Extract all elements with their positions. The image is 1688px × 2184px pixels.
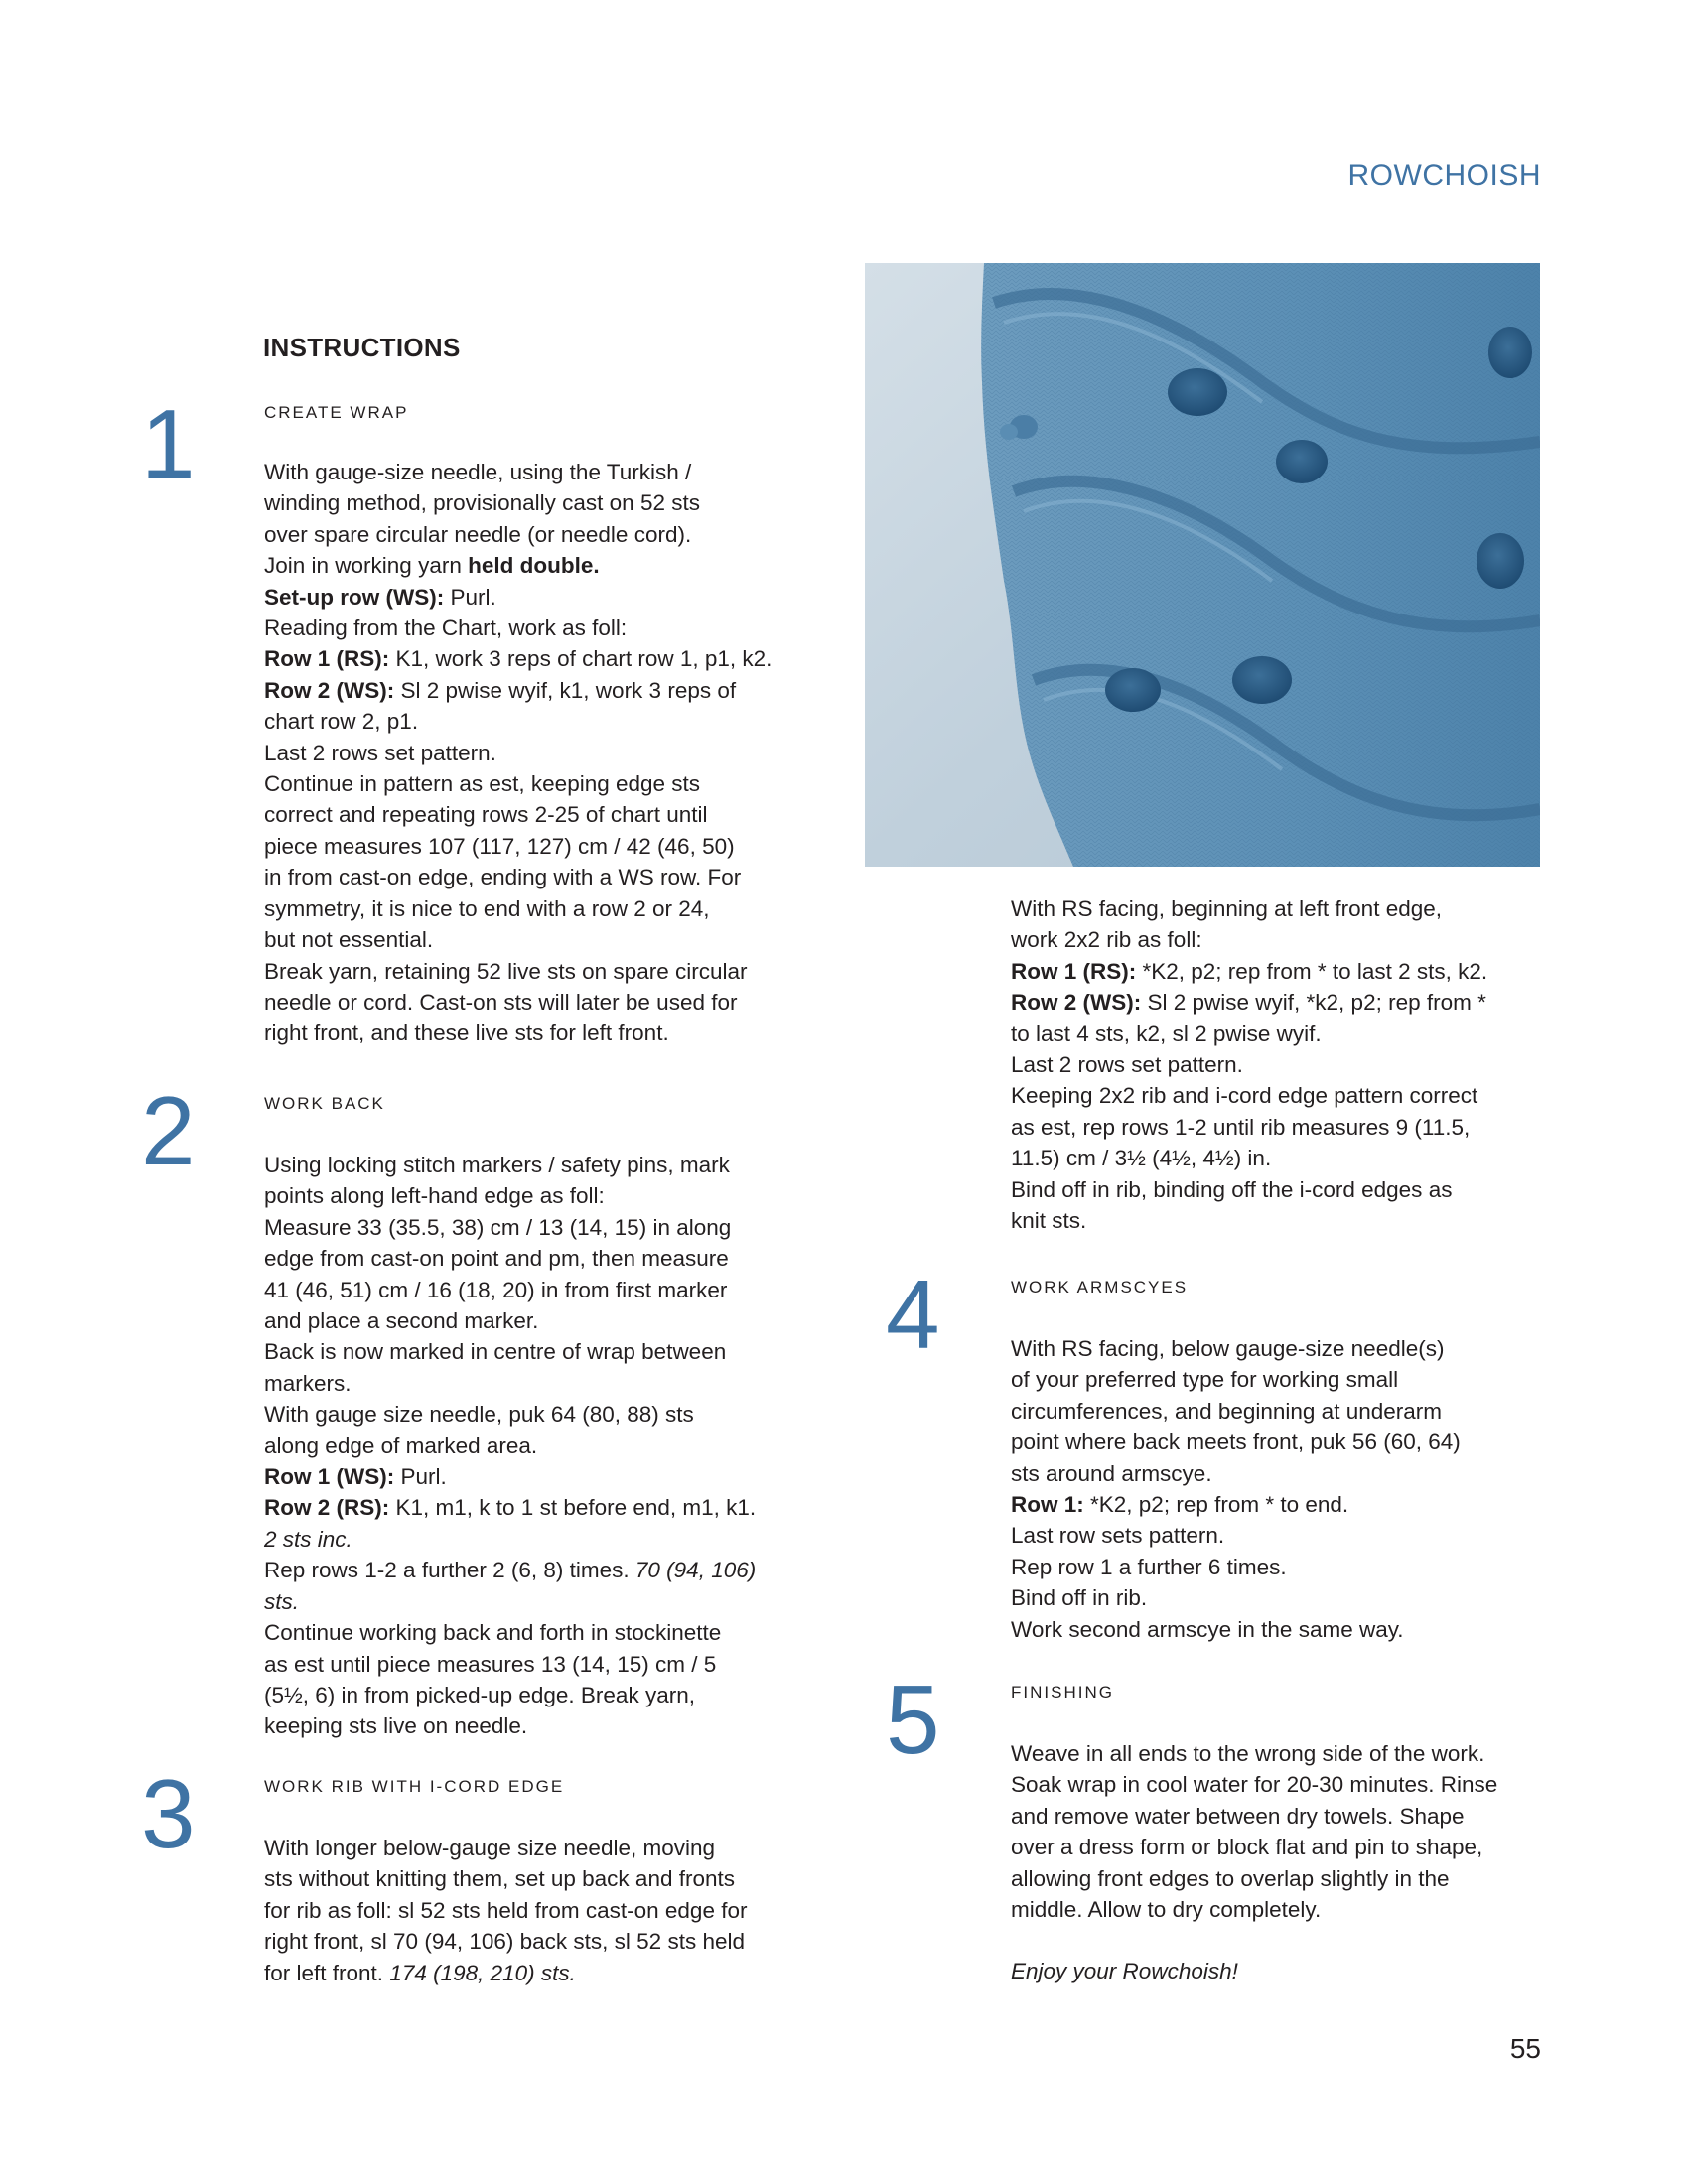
text-line: Last row sets pattern. (1011, 1523, 1225, 1549)
text-line: Rep row 1 a further 6 times. (1011, 1554, 1287, 1579)
step-4-text (1011, 1333, 1461, 1645)
text-line: piece measures 107 (117, 127) cm / 42 (46, 50) (264, 833, 735, 859)
text-line: Rep rows 1-2 a further 2 (6, 8) times. 70 (94, 106) (264, 1558, 757, 1583)
text-line: Last 2 rows set pattern. (1011, 1052, 1243, 1078)
text-line: Row 1 (RS): K1, work 3 reps of chart row 1, p1, k2. (264, 646, 773, 672)
step-number-5: 5 (886, 1665, 940, 1774)
text-line: sts around armscye. (1011, 1460, 1212, 1486)
text-line: Row 2 (RS): K1, m1, k to 1 st before end, m1, k1. (264, 1495, 757, 1521)
knitted-cable-photo (865, 263, 1540, 867)
text-line: middle. Allow to dry completely. (1011, 1897, 1322, 1923)
text-line: in from cast-on edge, ending with a WS row. For (264, 865, 742, 890)
instructions-heading: INSTRUCTIONS (263, 333, 461, 362)
text-line: With longer below-gauge size needle, moving (264, 1836, 716, 1860)
text-line: as est until piece measures 13 (14, 15) cm / 5 (264, 1651, 717, 1677)
running-head: ROWCHOISH (1347, 159, 1541, 192)
text-line: 11.5) cm / 3½ (4½, 4½) in. (1011, 1146, 1272, 1171)
text-line: Continue in pattern as est, keeping edge sts (264, 771, 701, 797)
text-line: Soak wrap in cool water for 20-30 minutes. Rinse (1011, 1772, 1498, 1798)
text-line: Keeping 2x2 rib and i-cord edge pattern correct (1011, 1083, 1478, 1109)
text-line: Reading from the Chart, work as foll: (264, 615, 628, 641)
text-line: Set-up row (WS): Purl. (264, 584, 496, 610)
section-label-finishing: FINISHING (1011, 1683, 1114, 1702)
text-line: Last 2 rows set pattern. (264, 740, 496, 765)
text-line: 41 (46, 51) cm / 16 (18, 20) in from first marker (264, 1277, 728, 1302)
text-line: Continue working back and forth in stockinette (264, 1620, 722, 1646)
text-line: point where back meets front, puk 56 (60, 64) (1011, 1430, 1461, 1455)
text-line: Bind off in rib, binding off the i-cord edges as (1011, 1176, 1453, 1202)
text-line: Row 1 (WS): Purl. (264, 1464, 447, 1490)
text-line: knit sts. (1011, 1208, 1087, 1234)
text-line: Break yarn, retaining 52 live sts on spare circular (264, 958, 748, 984)
text-line: Bind off in rib. (1011, 1585, 1148, 1611)
text-line: over a dress form or block flat and pin to shape, (1011, 1835, 1483, 1860)
text-line: right front, sl 70 (94, 106) back sts, sl 52 sts held (264, 1929, 745, 1955)
text-line: Weave in all ends to the wrong side of the work. (1011, 1741, 1485, 1766)
text-line: With RS facing, beginning at left front edge, (1011, 896, 1443, 921)
step-2-text (264, 1150, 756, 1742)
text-line: needle or cord. Cast-on sts will later be used for (264, 989, 738, 1015)
text-line: Row 1 (RS): *K2, p2; rep from * to last 2 sts, k2. (1011, 958, 1488, 984)
text-line: circumferences, and beginning at underarm (1011, 1398, 1442, 1424)
page-number: 55 (1509, 2033, 1541, 2064)
text-line: Back is now marked in centre of wrap between (264, 1339, 727, 1365)
text-line: With RS facing, below gauge-size needle(s) (1011, 1336, 1445, 1361)
text-line: With gauge size needle, puk 64 (80, 88) sts (264, 1402, 694, 1428)
text-line: Work second armscye in the same way. (1011, 1616, 1404, 1642)
step-3-continued-text (1011, 893, 1487, 1236)
text-line: Row 2 (WS): Sl 2 pwise wyif, k1, work 3 reps of (264, 677, 737, 703)
text-line: Using locking stitch markers / safety pins, mark (264, 1153, 730, 1177)
step-number-3: 3 (141, 1759, 196, 1868)
step-5-text (1011, 1738, 1497, 1987)
text-line: as est, rep rows 1-2 until rib measures 9 (11.5, (1011, 1114, 1471, 1140)
text-line: 2 sts inc. (264, 1526, 352, 1552)
step-number-1: 1 (141, 389, 196, 498)
text-line: along edge of marked area. (264, 1433, 538, 1458)
text-line: for left front. 174 (198, 210) sts. (264, 1960, 576, 1985)
text-line: Row 2 (WS): Sl 2 pwise wyif, *k2, p2; rep from * (1011, 990, 1486, 1016)
text-line: Measure 33 (35.5, 38) cm / 13 (14, 15) in along (264, 1214, 732, 1240)
text-line: (5½, 6) in from picked-up edge. Break yarn, (264, 1682, 695, 1707)
text-line: and remove water between dry towels. Shape (1011, 1803, 1465, 1829)
text-line: points along left-hand edge as foll: (264, 1183, 605, 1209)
section-label-work-armscyes: WORK ARMSCYES (1011, 1278, 1189, 1297)
step-number-4: 4 (886, 1260, 940, 1369)
text-line: chart row 2, p1. (264, 709, 419, 735)
section-label-work-back: WORK BACK (264, 1094, 385, 1113)
text-line: for rib as foll: sl 52 sts held from cast-on edge for (264, 1897, 748, 1923)
text-line: sts without knitting them, set up back and fronts (264, 1866, 735, 1892)
text-line: correct and repeating rows 2-25 of chart until (264, 802, 708, 828)
text-line: Row 1: *K2, p2; rep from * to end. (1011, 1492, 1349, 1518)
step-3-text (264, 1833, 747, 1988)
closing-line: Enjoy your Rowchoish! (1011, 1959, 1238, 1984)
section-label-work-rib: WORK RIB WITH I-CORD EDGE (264, 1777, 565, 1796)
text-line: of your preferred type for working small (1011, 1367, 1399, 1393)
text-line: markers. (264, 1370, 352, 1396)
text-line: to last 4 sts, k2, sl 2 pwise wyif. (1011, 1021, 1322, 1046)
text-line: work 2x2 rib as foll: (1011, 927, 1202, 953)
text-line: winding method, provisionally cast on 52 sts (264, 490, 700, 516)
text-line: over spare circular needle (or needle cord). (264, 521, 692, 547)
text-line: allowing front edges to overlap slightly in the (1011, 1865, 1450, 1891)
step-number-2: 2 (141, 1076, 196, 1185)
text-line: right front, and these live sts for left front. (264, 1021, 669, 1046)
section-label-create-wrap: CREATE WRAP (264, 403, 409, 422)
step-1-text (264, 457, 772, 1049)
text-line: symmetry, it is nice to end with a row 2 or 24, (264, 895, 710, 921)
text-line: With gauge-size needle, using the Turkish / (264, 460, 692, 484)
text-line: Join in working yarn held double. (264, 553, 600, 579)
text-line: edge from cast-on point and pm, then measure (264, 1246, 729, 1272)
text-line: and place a second marker. (264, 1308, 539, 1334)
text-line: keeping sts live on needle. (264, 1713, 528, 1739)
text-line: sts. (264, 1588, 300, 1614)
text-line: but not essential. (264, 927, 434, 953)
